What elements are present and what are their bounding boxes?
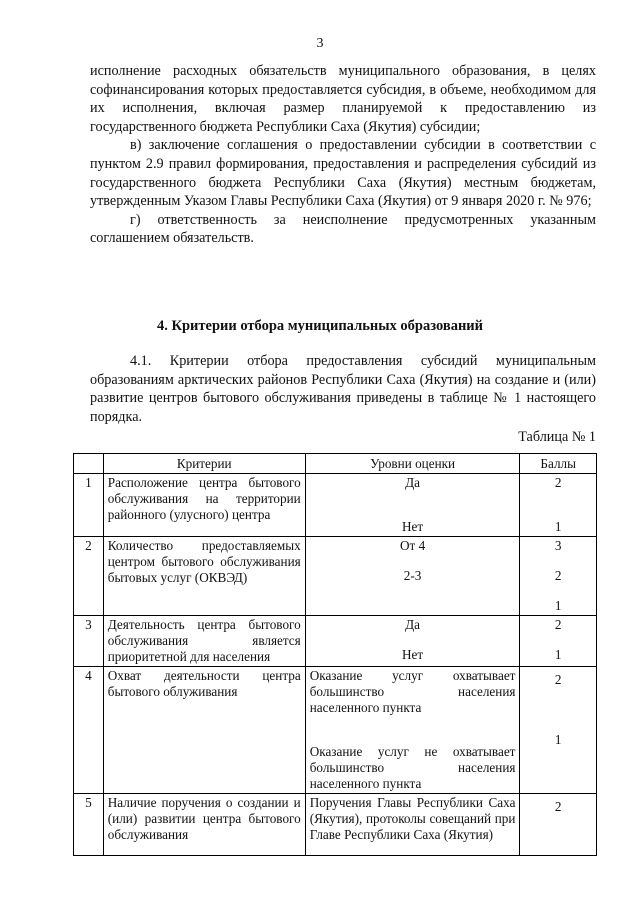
- row-number: 5: [74, 794, 104, 856]
- row-number: 2: [74, 537, 104, 616]
- points-cell: [520, 667, 597, 794]
- level-value: Да: [405, 475, 420, 490]
- header-cell: [74, 454, 104, 474]
- body-paragraphs: [90, 62, 596, 248]
- points-cell: [520, 794, 597, 856]
- points-value: 2: [554, 799, 562, 814]
- points-value: 2: [554, 475, 562, 490]
- row-number: 1: [74, 474, 104, 537]
- table-caption: Таблица № 1: [518, 429, 596, 445]
- points-cell: [520, 537, 597, 616]
- points-value: 1: [554, 519, 562, 534]
- level-value: Поручения Главы Республики Саха (Якутия), протоколы совещаний при Главе Республики Саха (Якутия): [309, 795, 516, 842]
- level-value: Нет: [402, 519, 424, 534]
- table-row: [74, 667, 597, 794]
- level-value: 2-3: [403, 568, 422, 583]
- level-value: Оказание услуг не охватывает большинство населения населенного пункта: [309, 744, 516, 791]
- criterion-cell: Деятельность центра бытового обслуживания является приоритетной для населения: [103, 616, 305, 667]
- level-value: Да: [405, 617, 420, 632]
- header-cell: Баллы: [520, 454, 597, 474]
- header-cell: Критерии: [103, 454, 305, 474]
- row-number: 4: [74, 667, 104, 794]
- header-cell: Уровни оценки: [305, 454, 520, 474]
- criterion-cell: Наличие поручения о создании и (или) развитии центра бытового обслуживания: [103, 794, 305, 856]
- points-value: 2: [554, 617, 562, 632]
- levels-cell: [305, 537, 520, 616]
- intro-paragraph: [90, 352, 596, 426]
- table-row: [74, 616, 597, 667]
- table-row: [74, 794, 597, 856]
- points-value: 1: [554, 732, 562, 747]
- points-value: 2: [554, 672, 562, 687]
- levels-cell: [305, 616, 520, 667]
- levels-cell: [305, 474, 520, 537]
- table-row: [74, 474, 597, 537]
- points-value: 2: [554, 568, 562, 583]
- criterion-cell: Охват деятельности центра бытового облуживания: [103, 667, 305, 794]
- criterion-cell: Количество предоставляемых центром бытового обслуживания бытовых услуг (ОКВЭД): [103, 537, 305, 616]
- paragraph: в) заключение соглашения о предоставлении субсидии в соответствии с пунктом 2.9 правил формирования, предоставления и распределения субсидий из государственного бюджета Республики Саха (Якутия) местным бюджетам, утвержденным Указом Главы Республики Саха (Якутия) от 9 января 2020 г. № 976;: [90, 137, 596, 210]
- table-header-row: [74, 454, 597, 474]
- paragraph: 4.1. Критерии отбора предоставления субсидий муниципальным образованиям арктических районов Республики Саха (Якутия) на создание и (или) развитие центров бытового обслуживания приведены в таблице № 1 настоящего порядка.: [90, 353, 596, 425]
- criteria-table: [73, 453, 597, 856]
- points-value: 1: [554, 647, 562, 662]
- paragraph: г) ответственность за неисполнение предусмотренных указанным соглашением обязательств.: [90, 211, 596, 247]
- level-value: Нет: [402, 647, 424, 662]
- levels-cell: [305, 794, 520, 856]
- level-value: От 4: [399, 538, 426, 553]
- table-row: [74, 537, 597, 616]
- page-number: 3: [316, 36, 324, 51]
- level-value: [310, 598, 516, 614]
- levels-cell: [305, 667, 520, 794]
- criterion-cell: Расположение центра бытового обслуживания на территории районного (улусного) центра: [103, 474, 305, 537]
- row-number: 3: [74, 616, 104, 667]
- paragraph: исполнение расходных обязательств муниципального образования, в целях софинансирования которых предоставляется субсидия, в объеме, необходимом для их исполнения, включая размер планируемой к предоставлению из государственного бюджета Республики Саха (Якутия) субсидии;: [90, 63, 596, 135]
- points-cell: [520, 616, 597, 667]
- section-heading: 4. Критерии отбора муниципальных образований: [156, 318, 484, 334]
- points-value: 3: [554, 538, 562, 553]
- points-cell: [520, 474, 597, 537]
- points-value: 1: [554, 598, 562, 613]
- level-value: Оказание услуг охватывает большинство населения населенного пункта: [309, 668, 516, 715]
